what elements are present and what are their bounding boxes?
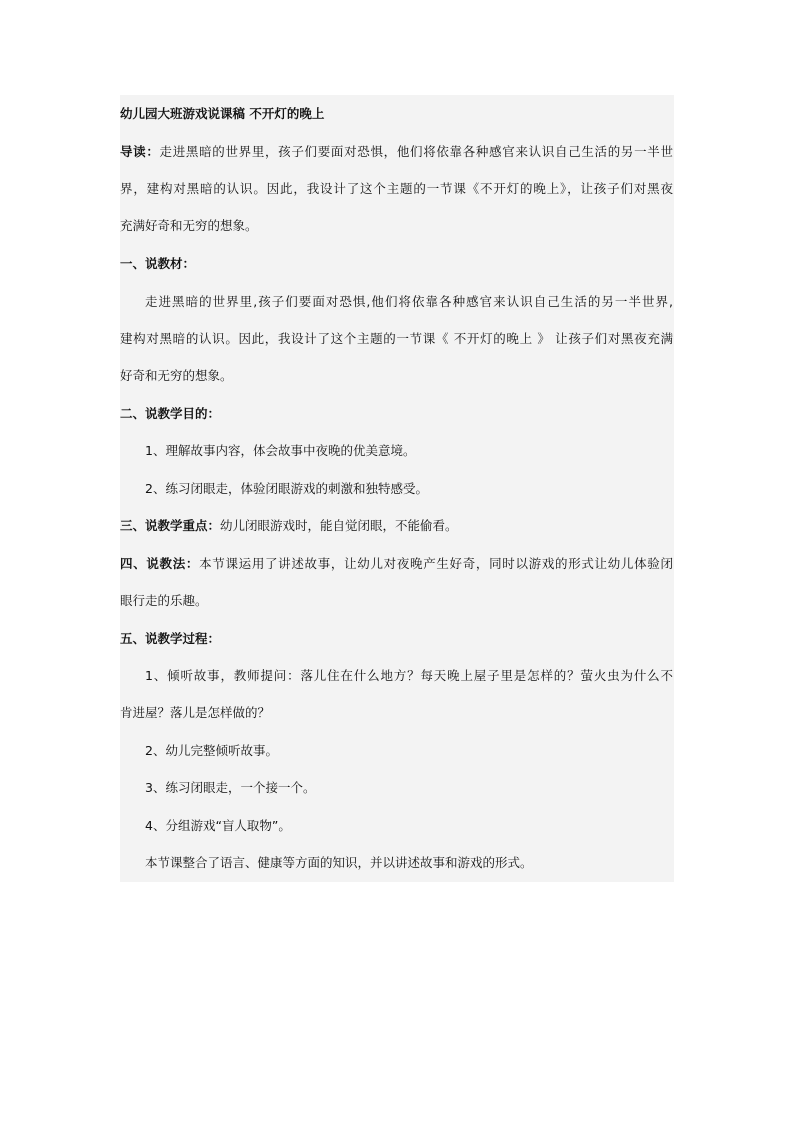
intro-text-1: 走进黑暗的世界里，孩子们要面对恐惧，他们将依靠各种感官来认识自己生活的另一半世: [159, 144, 673, 159]
section-4-line-1: [120, 556, 673, 572]
intro-label: 导读：: [120, 144, 160, 159]
section-5-item-3: 3、练习闭眼走，一个接一个。: [145, 780, 316, 795]
section-5-item-2: 2、幼儿完整倾听故事。: [145, 743, 278, 758]
document-title: 幼儿园大班游戏说课稿 不开灯的晚上: [120, 106, 325, 121]
section-3-line: [120, 518, 458, 534]
intro-line-3: 充满好奇和无穷的想象。: [120, 218, 258, 233]
section-2-heading: 二、说教学目的：: [120, 406, 221, 421]
section-1-line-1: 走进黑暗的世界里,孩子们要面对恐惧,他们将依靠各种感官来认识自己生活的另一半世界,: [145, 294, 673, 309]
section-1-line-2: 建构对黑暗的认识。因此，我设计了这个主题的一节课《 不开灯的晚上 》 让孩子们对黑夜充满: [120, 331, 673, 346]
section-1-line-3: 好奇和无穷的想象。: [120, 368, 233, 383]
section-2-item-2: 2、练习闭眼走，体验闭眼游戏的刺激和独特感受。: [145, 481, 428, 496]
intro-line-1: [120, 144, 673, 160]
intro-line-2: 界，建构对黑暗的认识。因此，我设计了这个主题的一节课《不开灯的晚上》，让孩子们对黑夜: [120, 181, 673, 196]
section-5-summary: 本节课整合了语言、健康等方面的知识，并以讲述故事和游戏的形式。: [145, 855, 533, 870]
section-3-heading: 三、说教学重点：: [120, 518, 221, 533]
section-5-item-4: 4、分组游戏“盲人取物”。: [145, 818, 291, 833]
section-5-item-1-line-2: 肯进屋？落儿是怎样做的？: [120, 705, 271, 720]
section-4-line-2: 眼行走的乐趣。: [120, 593, 208, 608]
section-4-text-1: 本节课运用了讲述故事，让幼儿对夜晚产生好奇，同时以游戏的形式让幼儿体验闭: [199, 556, 673, 571]
section-1-heading: 一、说教材：: [120, 256, 196, 271]
section-5-heading: 五、说教学过程：: [120, 631, 221, 646]
section-5-item-1-line-1: 1、倾听故事，教师提问：落儿住在什么地方？每天晚上屋子里是怎样的？萤火虫为什么不: [145, 668, 673, 683]
section-2-item-1: 1、理解故事内容，体会故事中夜晚的优美意境。: [145, 443, 416, 458]
section-4-heading: 四、说教法：: [120, 556, 200, 571]
section-3-text: 幼儿闭眼游戏时，能自觉闭眼，不能偷看。: [220, 518, 458, 533]
